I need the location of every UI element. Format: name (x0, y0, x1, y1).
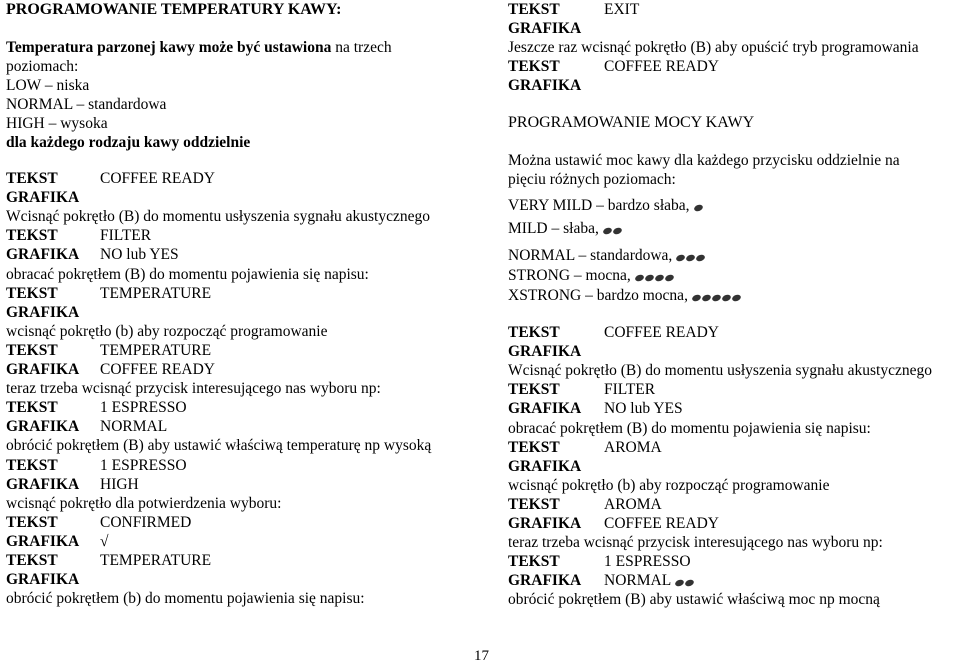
coffee-beans-icon (694, 197, 704, 216)
coffee-bean-icon (602, 227, 613, 236)
intro-rest: na trzech (331, 39, 392, 56)
intro-line-2: poziomach: (6, 58, 79, 75)
coffee-beans-icon (603, 220, 623, 239)
display-row (508, 571, 695, 591)
display-row-value: CONFIRMED (100, 513, 192, 531)
coffee-beans-icon (692, 287, 742, 306)
display-row-label: TEKST (508, 58, 560, 76)
display-row-label: GRAFIKA (508, 515, 582, 532)
display-row-label: TEKST (508, 438, 560, 456)
display-row-value: NORMAL (100, 418, 168, 436)
strength-level (508, 196, 704, 216)
display-row-value: TEMPERATURE (100, 341, 212, 359)
coffee-bean-icon (634, 274, 645, 283)
display-row-label: GRAFIKA (508, 77, 582, 95)
display-row (508, 342, 604, 361)
section-title-temperature: PROGRAMOWANIE TEMPERATURY KAWY: (6, 1, 342, 18)
display-row-label: GRAFIKA (6, 246, 80, 264)
strength-level (508, 286, 742, 306)
strength-label: NORMAL – standardowa, (508, 247, 673, 264)
intro-bold: Temperatura parzonej kawy może być ustawiona (6, 39, 332, 56)
display-row (508, 0, 639, 19)
intro-line-1 (6, 38, 392, 57)
display-row (6, 360, 215, 379)
display-row (6, 226, 151, 245)
display-row (508, 457, 604, 476)
coffee-beans-icon (676, 247, 706, 266)
display-row (6, 284, 211, 303)
display-row-label: TEKST (508, 381, 560, 399)
display-row (508, 552, 691, 571)
display-row-label: TEKST (6, 170, 58, 187)
display-row-label: TEKST (508, 324, 560, 341)
display-row (6, 570, 100, 589)
display-row-value: COFFEE READY (604, 515, 719, 532)
display-row-label: GRAFIKA (508, 400, 582, 418)
strength-level (508, 246, 706, 266)
strength-intro-1: Można ustawić moc kawy dla każdego przycisku oddzielnie na (508, 152, 900, 169)
display-row-label: TEKST (508, 1, 560, 18)
coffee-bean-icon (612, 227, 623, 236)
coffee-bean-icon (684, 579, 695, 588)
display-row (6, 532, 109, 551)
coffee-bean-icon (691, 294, 702, 303)
display-row (6, 398, 187, 417)
display-row-label: GRAFIKA (6, 475, 80, 493)
strength-label: STRONG – mocna, (508, 267, 631, 284)
display-row-label: TEKST (6, 513, 58, 531)
display-row (6, 456, 187, 475)
level-low: LOW – niska (6, 77, 90, 94)
coffee-bean-icon (644, 274, 655, 283)
section-title-strength: PROGRAMOWANIE MOCY KAWY (508, 114, 755, 131)
strength-label: MILD – słaba, (508, 220, 599, 237)
strength-level (508, 266, 675, 286)
display-row (508, 399, 683, 418)
display-row-value: FILTER (100, 227, 152, 245)
page-number: 17 (474, 648, 489, 664)
display-row-value: COFFEE READY (604, 324, 719, 341)
instruction-line: Wcisnąć pokrętło (B) do momentu usłyszenia sygnału akustycznego (6, 208, 430, 226)
display-row (508, 438, 662, 457)
display-row (508, 57, 719, 76)
display-row-label: TEKST (6, 227, 58, 245)
display-row-value: EXIT (604, 1, 640, 18)
display-row (508, 76, 604, 95)
display-row-label: TEKST (508, 553, 560, 571)
instruction-line: obrócić pokrętłem (B) aby ustawić właściwą temperaturę np wysoką (6, 437, 432, 455)
display-row-label: GRAFIKA (6, 303, 80, 321)
instruction-line: Jeszcze raz wcisnąć pokrętło (B) aby opuścić tryb programowania (508, 39, 919, 57)
display-row-value: √ (100, 532, 109, 550)
coffee-bean-icon (711, 294, 722, 303)
instruction-line: obracać pokrętłem (B) do momentu pojawienia się napisu: (6, 265, 369, 283)
coffee-beans-icon (635, 267, 675, 286)
instruction-line: Wcisnąć pokrętło (B) do momentu usłyszenia sygnału akustycznego (508, 362, 932, 380)
strength-label: XSTRONG – bardzo mocna, (508, 287, 688, 304)
display-row (6, 245, 179, 264)
display-row-label: GRAFIKA (508, 20, 582, 38)
display-row-value: FILTER (604, 381, 656, 399)
display-row (6, 188, 100, 207)
separately-note: dla każdego rodzaju kawy oddzielnie (6, 134, 251, 151)
display-row-label: GRAFIKA (6, 189, 80, 207)
coffee-beans-icon (675, 572, 695, 591)
instruction-line: teraz trzeba wcisnąć przycisk interesującego nas wyboru np: (6, 380, 381, 398)
level-high: HIGH – wysoka (6, 115, 108, 132)
strength-level (508, 219, 623, 239)
display-row-value: HIGH (100, 475, 139, 493)
instruction-line: wcisnąć pokrętło dla potwierdzenia wyboru: (6, 494, 282, 512)
display-row-label: TEKST (6, 456, 58, 474)
display-row-label: GRAFIKA (508, 457, 582, 475)
display-row-value: COFFEE READY (100, 170, 215, 187)
display-row-label: GRAFIKA (508, 343, 582, 361)
display-row-label: TEKST (6, 341, 58, 359)
display-row-value: 1 ESPRESSO (100, 456, 187, 474)
display-row-value: NO lub YES (100, 246, 179, 264)
display-row (6, 417, 167, 436)
display-row-label: GRAFIKA (508, 572, 582, 590)
display-row (6, 551, 211, 570)
display-row (508, 380, 655, 399)
instruction-line: obrócić pokrętłem (B) aby ustawić właściwą moc np mocną (508, 591, 880, 609)
strength-intro-2: pięciu różnych poziomach: (508, 171, 676, 188)
display-row-label: TEKST (6, 552, 58, 569)
display-row (508, 323, 719, 342)
coffee-bean-icon (701, 294, 712, 303)
instruction-line: wcisnąć pokrętło (b) aby rozpocząć programowanie (508, 476, 830, 494)
display-row-value: COFFEE READY (604, 58, 719, 76)
display-row (6, 303, 100, 322)
display-row (508, 19, 604, 38)
strength-label: VERY MILD – bardzo słaba, (508, 197, 690, 214)
coffee-bean-icon (686, 254, 697, 263)
display-row-value: 1 ESPRESSO (604, 553, 691, 571)
level-normal: NORMAL – standardowa (6, 96, 167, 113)
coffee-bean-icon (654, 274, 665, 283)
instruction-line: obrócić pokrętłem (b) do momentu pojawienia się napisu: (6, 590, 365, 608)
instruction-line: wcisnąć pokrętło (b) aby rozpocząć programowanie (6, 322, 328, 340)
coffee-bean-icon (696, 254, 707, 263)
display-row-value: 1 ESPRESSO (100, 399, 187, 417)
instruction-line: teraz trzeba wcisnąć przycisk interesującego nas wyboru np: (508, 534, 883, 552)
display-row-label: TEKST (6, 284, 58, 302)
coffee-bean-icon (721, 294, 732, 303)
display-row-value: TEMPERATURE (100, 552, 212, 569)
coffee-bean-icon (676, 254, 687, 263)
display-row (508, 495, 662, 514)
display-row (6, 169, 215, 188)
display-row-label: TEKST (508, 495, 560, 513)
coffee-bean-icon (674, 579, 685, 588)
coffee-bean-icon (664, 274, 675, 283)
display-row-label: GRAFIKA (6, 361, 80, 378)
display-row-value: COFFEE READY (100, 361, 215, 378)
display-row-label: GRAFIKA (6, 571, 80, 589)
display-row (6, 475, 139, 494)
display-row-value: AROMA (604, 438, 662, 456)
display-row (6, 513, 191, 532)
display-row-value: TEMPERATURE (100, 284, 212, 302)
display-row-value: NO lub YES (604, 400, 683, 418)
instruction-line: obracać pokrętłem (B) do momentu pojawienia się napisu: (508, 419, 871, 437)
display-row (6, 341, 211, 360)
display-row (508, 514, 719, 533)
coffee-bean-icon (693, 204, 704, 213)
display-row-label: GRAFIKA (6, 532, 80, 550)
display-row-value: AROMA (604, 495, 662, 513)
display-row-label: GRAFIKA (6, 418, 80, 436)
display-row-value: NORMAL (604, 572, 672, 590)
coffee-bean-icon (731, 294, 742, 303)
display-row-label: TEKST (6, 399, 58, 417)
